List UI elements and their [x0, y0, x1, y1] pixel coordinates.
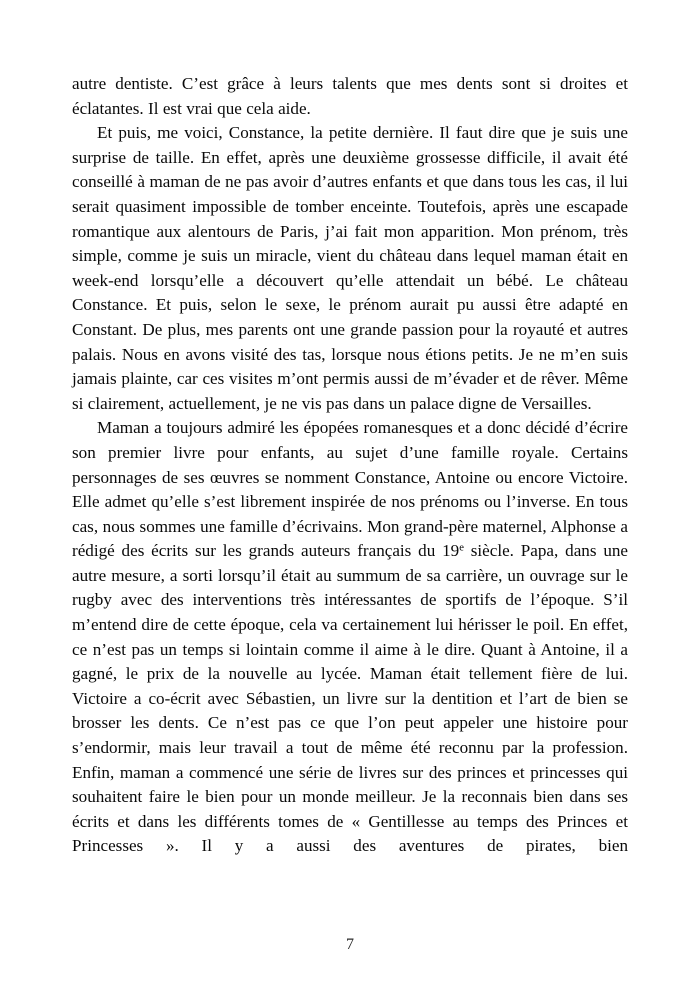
body-text-column: [72, 72, 628, 859]
paragraph-3-segment-text-2: siècle. Papa, dans une autre mesure, a sorti lorsqu’il était au summum de sa carrière, un ouvrage sur le rugby avec des interventions très intéressantes de sportifs de l’époque. S’il m’entend dire de cette époque, cela va certainement lui hérisser le poil. En effet, ce n’est pas un temps si lointain comme il aime à le dire. Quant à Antoine, il a gagné, le prix de la nouvelle au lycée. Maman était tellement fière de lui. Victoire a co-écrit avec Sébastien, un livre sur la dentition et l’art de bien se brosser les dents. Ce n’est pas ce que l’on peut appeler une histoire pour s’endormir, mais leur travail a tout de même été reconnu par la profession. Enfin, maman a commencé une série de livres sur des princes et princesses qui souhaitent faire le bien pour un monde meilleur. Je la reconnais bien dans ses écrits et dans les différents tomes de « Gentillesse au temps des Princes et Princesses ». Il y a aussi des aventures de pirates, bien: [72, 541, 629, 856]
paragraph-3: [72, 416, 628, 859]
paragraph-1: autre dentiste. C’est grâce à leurs talents que mes dents sont si droites et éclatantes. Il est vrai que cela aide.: [72, 74, 628, 118]
page-number: 7: [346, 936, 354, 953]
ordinal-superscript-e: e: [459, 542, 464, 554]
paragraph-3-segment-text-1: Maman a toujours admiré les épopées romanesques et a donc décidé d’écrire son premier livre pour enfants, au sujet d’une famille royale. Certains personnages de ses œuvres se nomment Constance, Antoine ou encore Victoire. Elle admet qu’elle s’est librement inspirée de nos prénoms ou l’inverse. En tous cas, nous sommes une famille d’écrivains. Mon grand-père maternel, Alphonse a rédigé des écrits sur les grands auteurs français du 19: [72, 418, 628, 561]
paragraph-2: Et puis, me voici, Constance, la petite dernière. Il faut dire que je suis une surprise de taille. En effet, après une deuxième grossesse difficile, il avait été conseillé à maman de ne pas avoir d’autres enfants et que dans tous les cas, il lui serait quasiment impossible de tomber enceinte. Toutefois, après une escapade romantique aux alentours de Paris, j’ai fait mon apparition. Mon prénom, très simple, comme je suis un miracle, vient du château dans lequel maman était en week-end lorsqu’elle a découvert qu’elle attendait un bébé. Le château Constance. Et puis, selon le sexe, le prénom aurait pu aussi être adapté en Constant. De plus, mes parents ont une grande passion pour la royauté et autres palais. Nous en avons visité des tas, lorsque nous étions petits. Je ne m’en suis jamais plainte, car ces visites m’ont permis aussi de m’évader et de rêver. Même si clairement, actuellement, je ne vis pas dans un palace digne de Versailles.: [72, 123, 628, 413]
